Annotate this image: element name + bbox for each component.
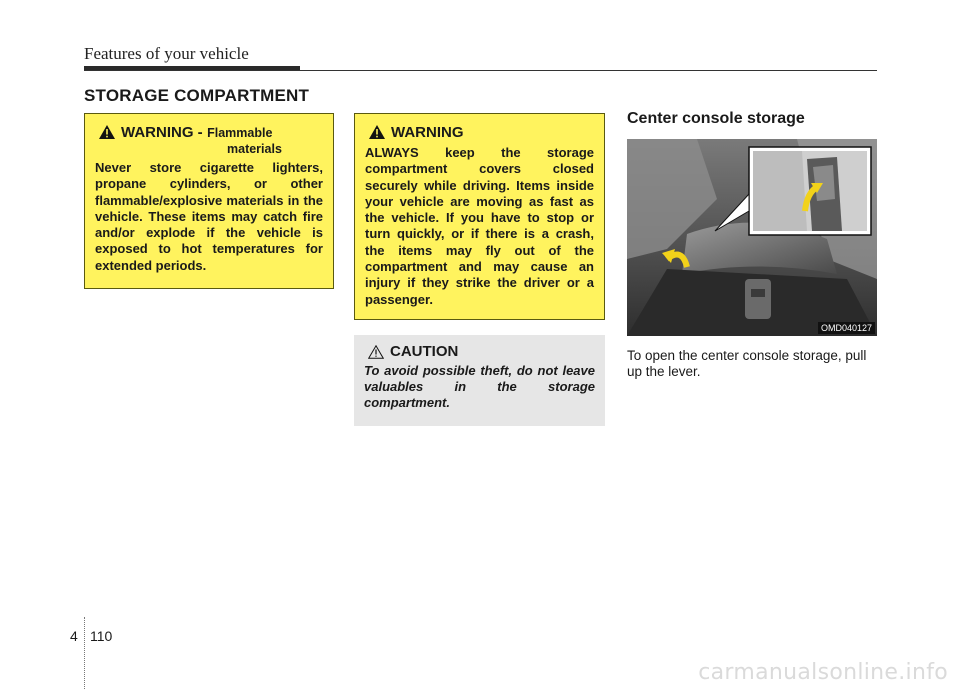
running-header: Features of your vehicle [84,44,249,63]
warning-subtitle: Flammable [207,126,273,140]
page-number: 110 [90,628,113,644]
warning-triangle-icon [99,125,115,139]
warning-body: ALWAYS keep the storage compartment covers closed securely while driving. Items inside your vehicle are moving as fast as the vehicle. If you have to stop or turn quickly, or if there is a crash, the items may fly out of the compartment and may cause an injury if they strike the driver or a passenger. [365,145,594,307]
section-title: STORAGE COMPARTMENT [84,86,310,105]
chapter-number: 4 [70,628,78,644]
warning-label: WARNING - [121,124,203,141]
caution-label: CAUTION [390,343,459,360]
warning-subtitle-2: materials [227,142,282,156]
console-photo [627,139,877,336]
warning-body: Never store cigarette lighters, propane cylinders, or other flammable/explosive materials in the vehicle. These items may catch fire and/or explode if the vehicle is exposed to hot temperatures for extended periods. [95,160,323,273]
image-code: OMD040127 [818,322,875,334]
header-rule [84,70,877,71]
warning-triangle-icon [369,125,385,139]
center-console-heading: Center console storage [627,110,805,127]
caution-box [354,335,605,426]
caution-body: To avoid possible theft, do not leave valuables in the storage compartment. [364,363,595,410]
warning-flammable-box [84,113,334,289]
instruction-text: To open the center console storage, pull up the lever. [627,348,867,379]
warning-secure-box [354,113,605,320]
footer-divider [84,617,85,689]
watermark: carmanualsonline.info [698,660,948,685]
console-illustration [627,139,877,336]
caution-triangle-icon [368,345,384,359]
warning-label: WARNING [391,124,464,141]
